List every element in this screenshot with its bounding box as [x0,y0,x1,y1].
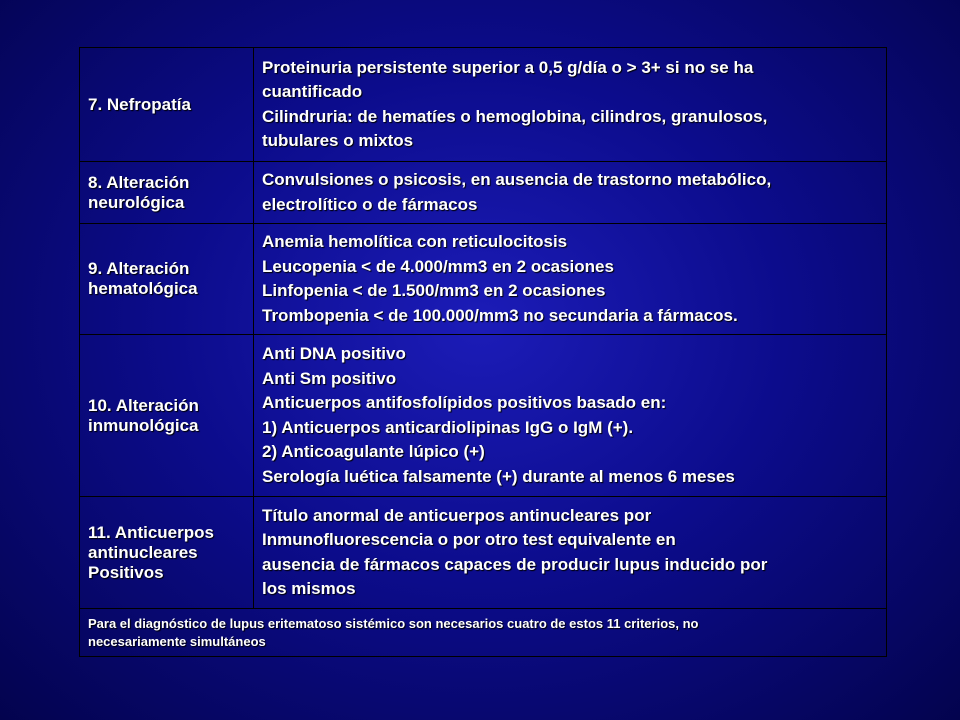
definition-line: los mismos [262,579,356,598]
criterion-label: 10. Alteración [88,395,199,415]
definition-line: 1) Anticuerpos anticardiolipinas IgG o IgM (+). [262,417,634,437]
criterion-label: 8. Alteración [88,172,190,192]
criterion-cell [80,162,254,224]
footnote-text: necesariamente simultáneos [88,633,266,649]
definition-line: ausencia de fármacos capaces de producir lupus inducido por [262,554,768,574]
definition-cell [254,497,887,609]
criterion-label: inmunológica [88,415,199,435]
footnote-row [80,609,887,657]
criterion-cell [80,48,254,162]
definition-cell [254,224,887,335]
table-row [80,497,887,609]
table-row [80,162,887,224]
criterion-label: hematológica [88,279,198,298]
definition-line: Título anormal de anticuerpos antinucleares por [262,505,652,525]
criterion-cell [80,497,254,609]
definition-cell [254,162,887,224]
definition-line: Cilindruria: de hematíes o hemoglobina, cilindros, granulosos, [262,106,768,126]
criterion-label: antinucleares [88,542,198,562]
definition-cell [254,335,887,497]
definition-line: Convulsiones o psicosis, en ausencia de trastorno metabólico, [262,170,772,189]
criterion-cell [80,335,254,497]
criterion-cell [80,224,254,335]
table-row [80,224,887,335]
definition-line: Inmunofluorescencia o por otro test equivalente en [262,530,676,549]
criterion-label: 9. Alteración [88,259,190,278]
footnote-text: Para el diagnóstico de lupus eritematoso sistémico son necesarios cuatro de estos 11 criterios, no [88,615,699,631]
definition-line: Trombopenia < de 100.000/mm3 no secundaria a fármacos. [262,305,738,325]
definition-line: electrolítico o de fármacos [262,194,478,214]
definition-line: cuantificado [262,82,363,101]
criterion-label: 11. Anticuerpos [88,522,214,542]
criterion-label: neurológica [88,192,185,212]
definition-line: Serología luética falsamente (+) durante al menos 6 meses [262,466,735,486]
definition-line: Anti Sm positivo [262,368,397,388]
footnote-cell [80,609,887,657]
table-row [80,48,887,162]
table-row [80,335,887,497]
criterion-label: 7. Nefropatía [88,94,191,114]
definition-line: Anti DNA positivo [262,344,406,363]
definition-line: Linfopenia < de 1.500/mm3 en 2 ocasiones [262,281,606,300]
definition-line: Anemia hemolítica con reticulocitosis [262,232,568,251]
definition-line: tubulares o mixtos [262,131,414,150]
criterion-label: Positivos [88,562,164,582]
definition-line: Leucopenia < de 4.000/mm3 en 2 ocasiones [262,256,614,276]
definition-line: Anticuerpos antifosfolípidos positivos basado en: [262,393,667,412]
definition-cell [254,48,887,162]
definition-line: 2) Anticoagulante lúpico (+) [262,442,485,461]
criteria-table [79,47,887,657]
definition-line: Proteinuria persistente superior a 0,5 g/día o > 3+ si no se ha [262,57,754,77]
